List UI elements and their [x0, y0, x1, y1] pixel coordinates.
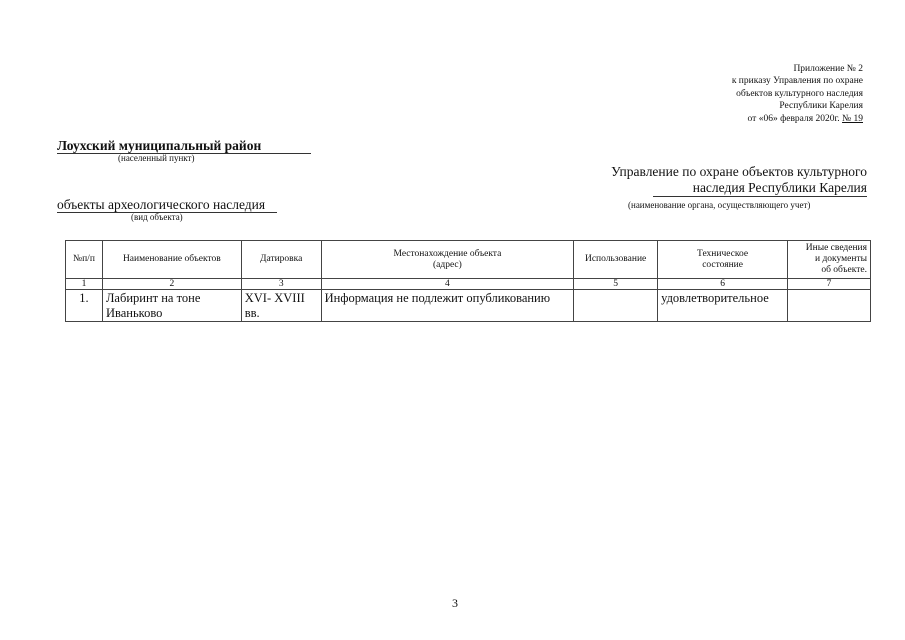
table-row	[66, 290, 871, 322]
column-number: 2	[102, 279, 241, 290]
appendix-line: к приказу Управления по охране	[731, 76, 863, 87]
authority-line-1: Управление по охране объектов культурного	[611, 164, 867, 179]
header-other-line-3: об объекте.	[821, 265, 867, 275]
header-other	[788, 241, 871, 279]
header-condition-line-2: состояние	[702, 259, 743, 270]
appendix-date-line	[732, 113, 863, 125]
appendix-line: Приложение № 2	[793, 64, 863, 74]
column-number: 4	[321, 279, 574, 290]
district-field	[57, 138, 311, 154]
appendix-date: от «06» февраля 2020г.	[747, 113, 840, 124]
header-usage: Использование	[574, 241, 658, 279]
district-title: Лоухский муниципальный район	[57, 138, 262, 153]
register-table	[65, 240, 871, 322]
column-number: 5	[574, 279, 658, 290]
header-location	[321, 241, 574, 279]
header-num: №п/п	[66, 241, 103, 279]
row-name	[102, 290, 241, 322]
column-number: 6	[658, 279, 788, 290]
authority-field	[592, 164, 867, 197]
authority-line-2: наследия Республики Карелия	[653, 180, 867, 197]
header-location-line-2: (адрес)	[433, 259, 462, 270]
column-number-row	[66, 279, 871, 290]
row-name-line-2: Иваньково	[105, 306, 163, 320]
authority-caption: (наименование органа, осуществляющего учет)	[628, 200, 811, 210]
row-date-line-2: вв.	[244, 306, 260, 320]
row-date	[241, 290, 321, 322]
header-date: Датировка	[241, 241, 321, 279]
row-usage	[574, 290, 658, 322]
appendix-line: Республики Карелия	[779, 101, 863, 112]
header-condition-line-1: Техническое	[697, 248, 749, 259]
column-number: 3	[241, 279, 321, 290]
header-other-line-1: Иные сведения	[805, 243, 867, 253]
column-number: 1	[66, 279, 103, 290]
row-date-line-1: XVI- XVIII	[244, 291, 305, 305]
appendix-line: объектов культурного наследия	[736, 88, 863, 99]
row-other	[788, 290, 871, 322]
object-type-caption: (вид объекта)	[131, 212, 183, 222]
appendix-header	[732, 63, 863, 125]
header-other-line-2: и документы	[815, 254, 867, 264]
header-name: Наименование объектов	[102, 241, 241, 279]
row-name-line-1: Лабиринт на тоне	[105, 291, 201, 305]
appendix-order-number: № 19	[842, 113, 863, 124]
row-location: Информация не подлежит опубликованию	[321, 290, 574, 322]
page-number: 3	[452, 596, 458, 610]
object-type-title: объекты археологического наследия	[57, 198, 277, 213]
header-location-line-1: Местонахождение объекта	[393, 248, 502, 259]
table-header-row	[66, 241, 871, 279]
row-condition: удовлетворительное	[658, 290, 788, 322]
column-number: 7	[788, 279, 871, 290]
row-num: 1.	[66, 290, 103, 322]
district-caption: (населенный пункт)	[118, 153, 195, 163]
header-condition	[658, 241, 788, 279]
